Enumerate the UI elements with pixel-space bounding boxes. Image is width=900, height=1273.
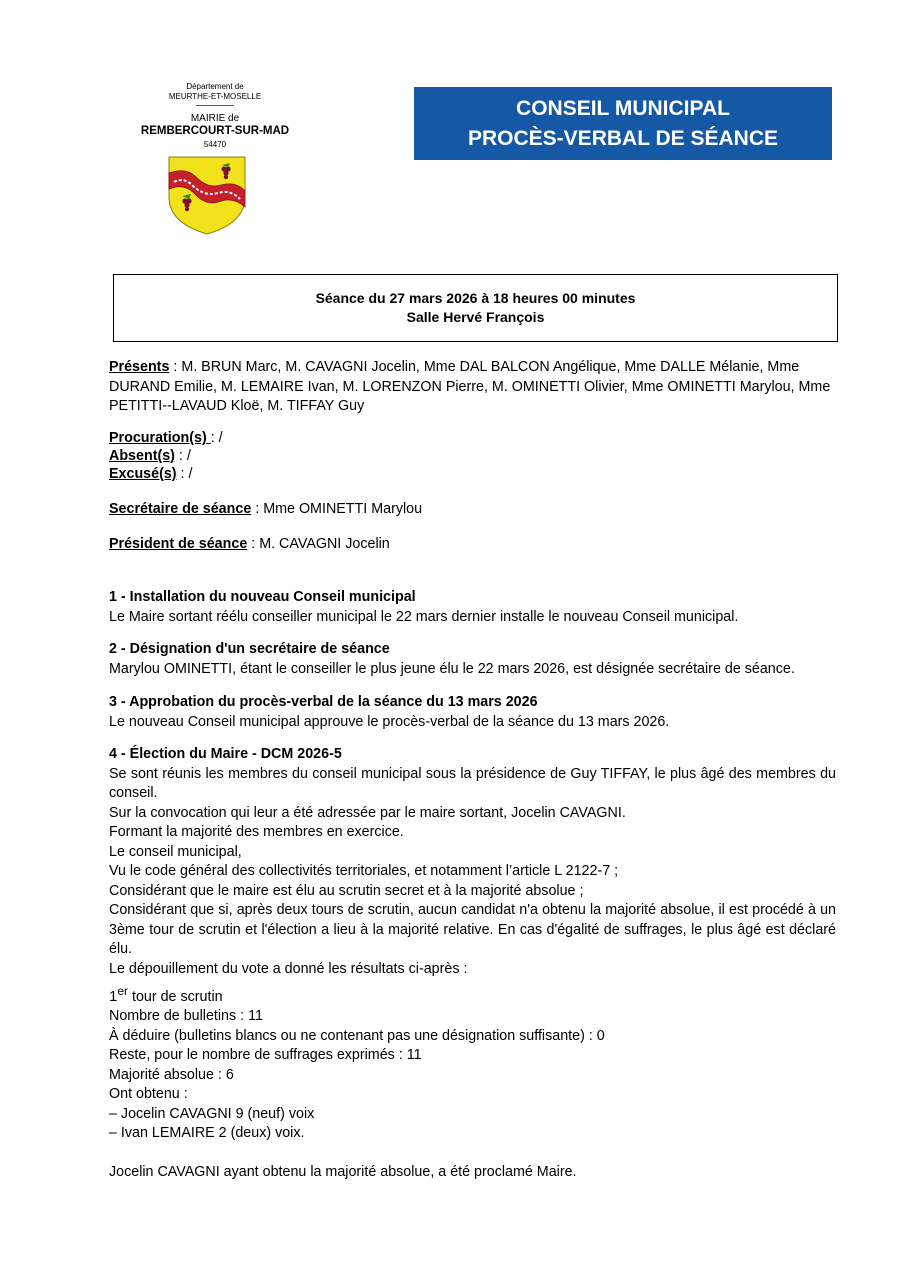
- round-sup: er: [117, 984, 129, 998]
- reste-line: Reste, pour le nombre de suffrages exprimés : 11: [109, 1047, 422, 1064]
- postal-code: 54470: [203, 140, 227, 149]
- item-4-paragraph-3: Formant la majorité des membres en exercice.: [109, 824, 404, 840]
- item-1: [109, 588, 836, 627]
- item-3-title: 3 - Approbation du procès-verbal de la séance du 13 mars 2026: [109, 694, 538, 710]
- excuses-value: : /: [176, 466, 193, 482]
- item-4-paragraph-4: Le conseil municipal,: [109, 843, 242, 860]
- procurations-value: : /: [210, 430, 223, 446]
- absents-line: [109, 447, 836, 467]
- secretaire-value: : Mme OMINETTI Marylou: [251, 501, 423, 517]
- commune-name: REMBERCOURT-SUR-MAD: [140, 125, 290, 137]
- president-line: [109, 535, 836, 555]
- title-line-1: CONSEIL MUNICIPAL: [516, 96, 730, 120]
- document-title-box: [414, 87, 832, 160]
- presents-value: : M. BRUN Marc, M. CAVAGNI Jocelin, Mme DAL BALCON Angélique, Mme DALLE Mélanie, Mme DURAND Emilie, M. LEMAIRE Ivan, M. LORENZON Pierre, M. OMINETTI Olivier, Mme OMINETTI Marylou, Mme PETITTI--LAVAUD Kloë, M. TIFFAY Guy: [109, 359, 831, 414]
- presents-label: Présents: [109, 359, 170, 375]
- president-label: Président de séance: [109, 536, 248, 552]
- item-4: [109, 745, 836, 1182]
- item-2: [109, 640, 836, 679]
- deduire-line: À déduire (bulletins blancs ou ne contenant pas une désignation suffisante) : 0: [109, 1027, 605, 1044]
- excuses-label: Excusé(s): [109, 466, 177, 482]
- item-1-text: Le Maire sortant réélu conseiller municipal le 22 mars dernier installe le nouveau Conseil municipal.: [109, 608, 739, 625]
- president-value: : M. CAVAGNI Jocelin: [247, 536, 390, 552]
- mairie-label: MAIRIE de: [190, 113, 240, 124]
- majorite-line: Majorité absolue : 6: [109, 1066, 234, 1083]
- session-info-box: [113, 274, 838, 342]
- item-2-title: 2 - Désignation d'un secrétaire de séance: [109, 641, 390, 657]
- title-line-2: PROCÈS-VERBAL DE SÉANCE: [468, 126, 778, 150]
- item-4-title: 4 - Élection du Maire - DCM 2026-5: [109, 746, 342, 762]
- department-label: Département de: [186, 82, 244, 91]
- bulletins-line: Nombre de bulletins : 11: [109, 1008, 263, 1025]
- item-4-paragraph-7: Considérant que si, après deux tours de scrutin, aucun candidat n'a obtenu la majorité absolue, il est procédé à un 3ème tour de scrutin et l'élection a lieu à la majorité relative. En cas d'égalité de suffrages, le plus âgé est déclaré élu.: [109, 902, 836, 957]
- conclusion-line: Jocelin CAVAGNI ayant obtenu la majorité absolue, a été proclamé Maire.: [109, 1163, 577, 1180]
- absents-label: Absent(s): [109, 448, 175, 464]
- item-1-title: 1 - Installation du nouveau Conseil municipal: [109, 589, 416, 605]
- procurations-label: Procuration(s): [109, 430, 211, 446]
- excuses-line: [109, 465, 836, 485]
- secretaire-label: Secrétaire de séance: [109, 501, 252, 517]
- item-4-paragraph-5: Vu le code général des collectivités territoriales, et notamment l’article L 2122-7 ;: [109, 863, 619, 879]
- department-name: MEURTHE-ET-MOSELLE: [168, 92, 262, 101]
- session-place: Salle Hervé François: [406, 309, 545, 325]
- item-2-text: Marylou OMINETTI, étant le conseiller le plus jeune élu le 22 mars 2026, est désignée secrétaire de séance.: [109, 660, 795, 677]
- round-number: 1: [109, 987, 118, 1005]
- coat-of-arms-icon: [166, 155, 248, 235]
- result-line-1: – Jocelin CAVAGNI 9 (neuf) voix: [109, 1105, 315, 1122]
- item-4-paragraph-8: Le dépouillement du vote a donné les résultats ci-après :: [109, 960, 468, 977]
- presents-paragraph: [109, 358, 836, 417]
- logo-divider: [196, 105, 234, 106]
- ont-obtenu-line: Ont obtenu :: [109, 1086, 188, 1103]
- item-4-paragraph-2: Sur la convocation qui leur a été adressée par le maire sortant, Jocelin CAVAGNI.: [109, 804, 626, 821]
- item-4-paragraph-1: Se sont réunis les membres du conseil municipal sous la présidence de Guy TIFFAY, le plus âgé des membres du conseil.: [109, 765, 836, 801]
- absents-value: : /: [174, 448, 191, 464]
- result-line-2: – Ivan LEMAIRE 2 (deux) voix.: [109, 1125, 305, 1142]
- round-heading: [109, 982, 836, 1007]
- item-3: [109, 693, 836, 732]
- procurations-line: [109, 429, 836, 449]
- session-date: Séance du 27 mars 2026 à 18 heures 00 minutes: [315, 290, 636, 306]
- secretaire-line: [109, 500, 836, 520]
- item-4-paragraph-6: Considérant que le maire est élu au scrutin secret et à la majorité absolue ;: [109, 882, 584, 899]
- round-label: tour de scrutin: [128, 988, 223, 1005]
- item-3-text: Le nouveau Conseil municipal approuve le procès-verbal de la séance du 13 mars 2026.: [109, 713, 670, 730]
